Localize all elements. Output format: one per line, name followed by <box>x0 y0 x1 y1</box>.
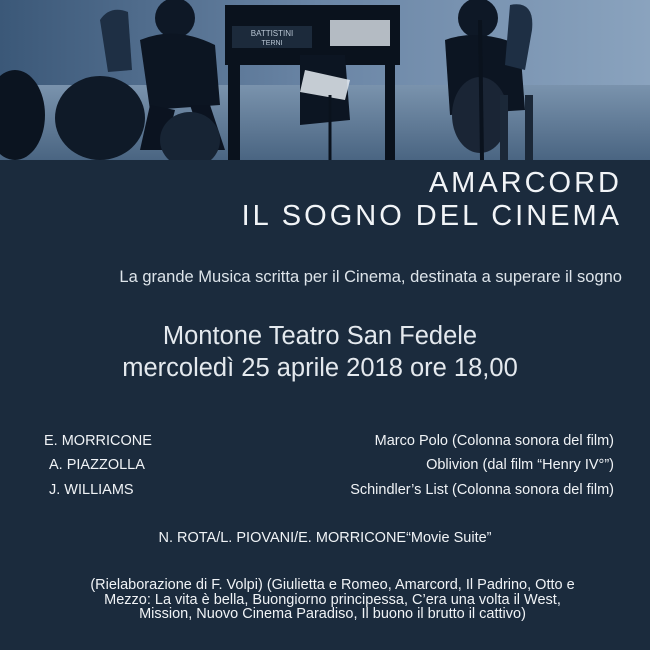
title-line-1: AMARCORD <box>428 167 622 199</box>
title-line-2: IL SOGNO DEL CINEMA <box>241 200 622 232</box>
composer: A. PIAZZOLLA <box>49 457 145 473</box>
piece: Oblivion (dal film “Henry IV°”) <box>426 457 614 473</box>
program-row <box>0 457 650 477</box>
piano-city: TERNI <box>261 40 283 47</box>
notes-line-1: (Rielaborazione di F. Volpi) (Giulietta e Romeo, Amarcord, Il Padrino, Otto e <box>90 577 575 593</box>
event-date: mercoledì 25 aprile 2018 ore 18,00 <box>122 354 518 382</box>
composer: J. WILLIAMS <box>49 482 134 498</box>
notes-line-2: Mezzo: La vita è bella, Buongiorno principessa, C’era una volta il West, <box>104 591 561 608</box>
suite-notes <box>35 578 630 622</box>
venue-name: Montone Teatro San Fedele <box>162 322 478 350</box>
composer: E. MORRICONE <box>44 433 152 449</box>
program-row <box>0 433 650 453</box>
program-row <box>0 482 650 502</box>
piece: Schindler’s List (Colonna sonora del film) <box>350 482 614 498</box>
piano-brand: BATTISTINI <box>250 29 294 38</box>
piece: Marco Polo (Colonna sonora del film) <box>374 433 614 449</box>
subtitle: La grande Musica scritta per il Cinema, destinata a superare il sogno <box>119 268 622 286</box>
movie-suite: N. ROTA/L. PIOVANI/E. MORRICONE“Movie Suite” <box>158 530 492 546</box>
concert-photo <box>0 0 650 160</box>
notes-line-3: Mission, Nuovo Cinema Paradiso, Il buono il brutto il cattivo) <box>139 606 526 622</box>
